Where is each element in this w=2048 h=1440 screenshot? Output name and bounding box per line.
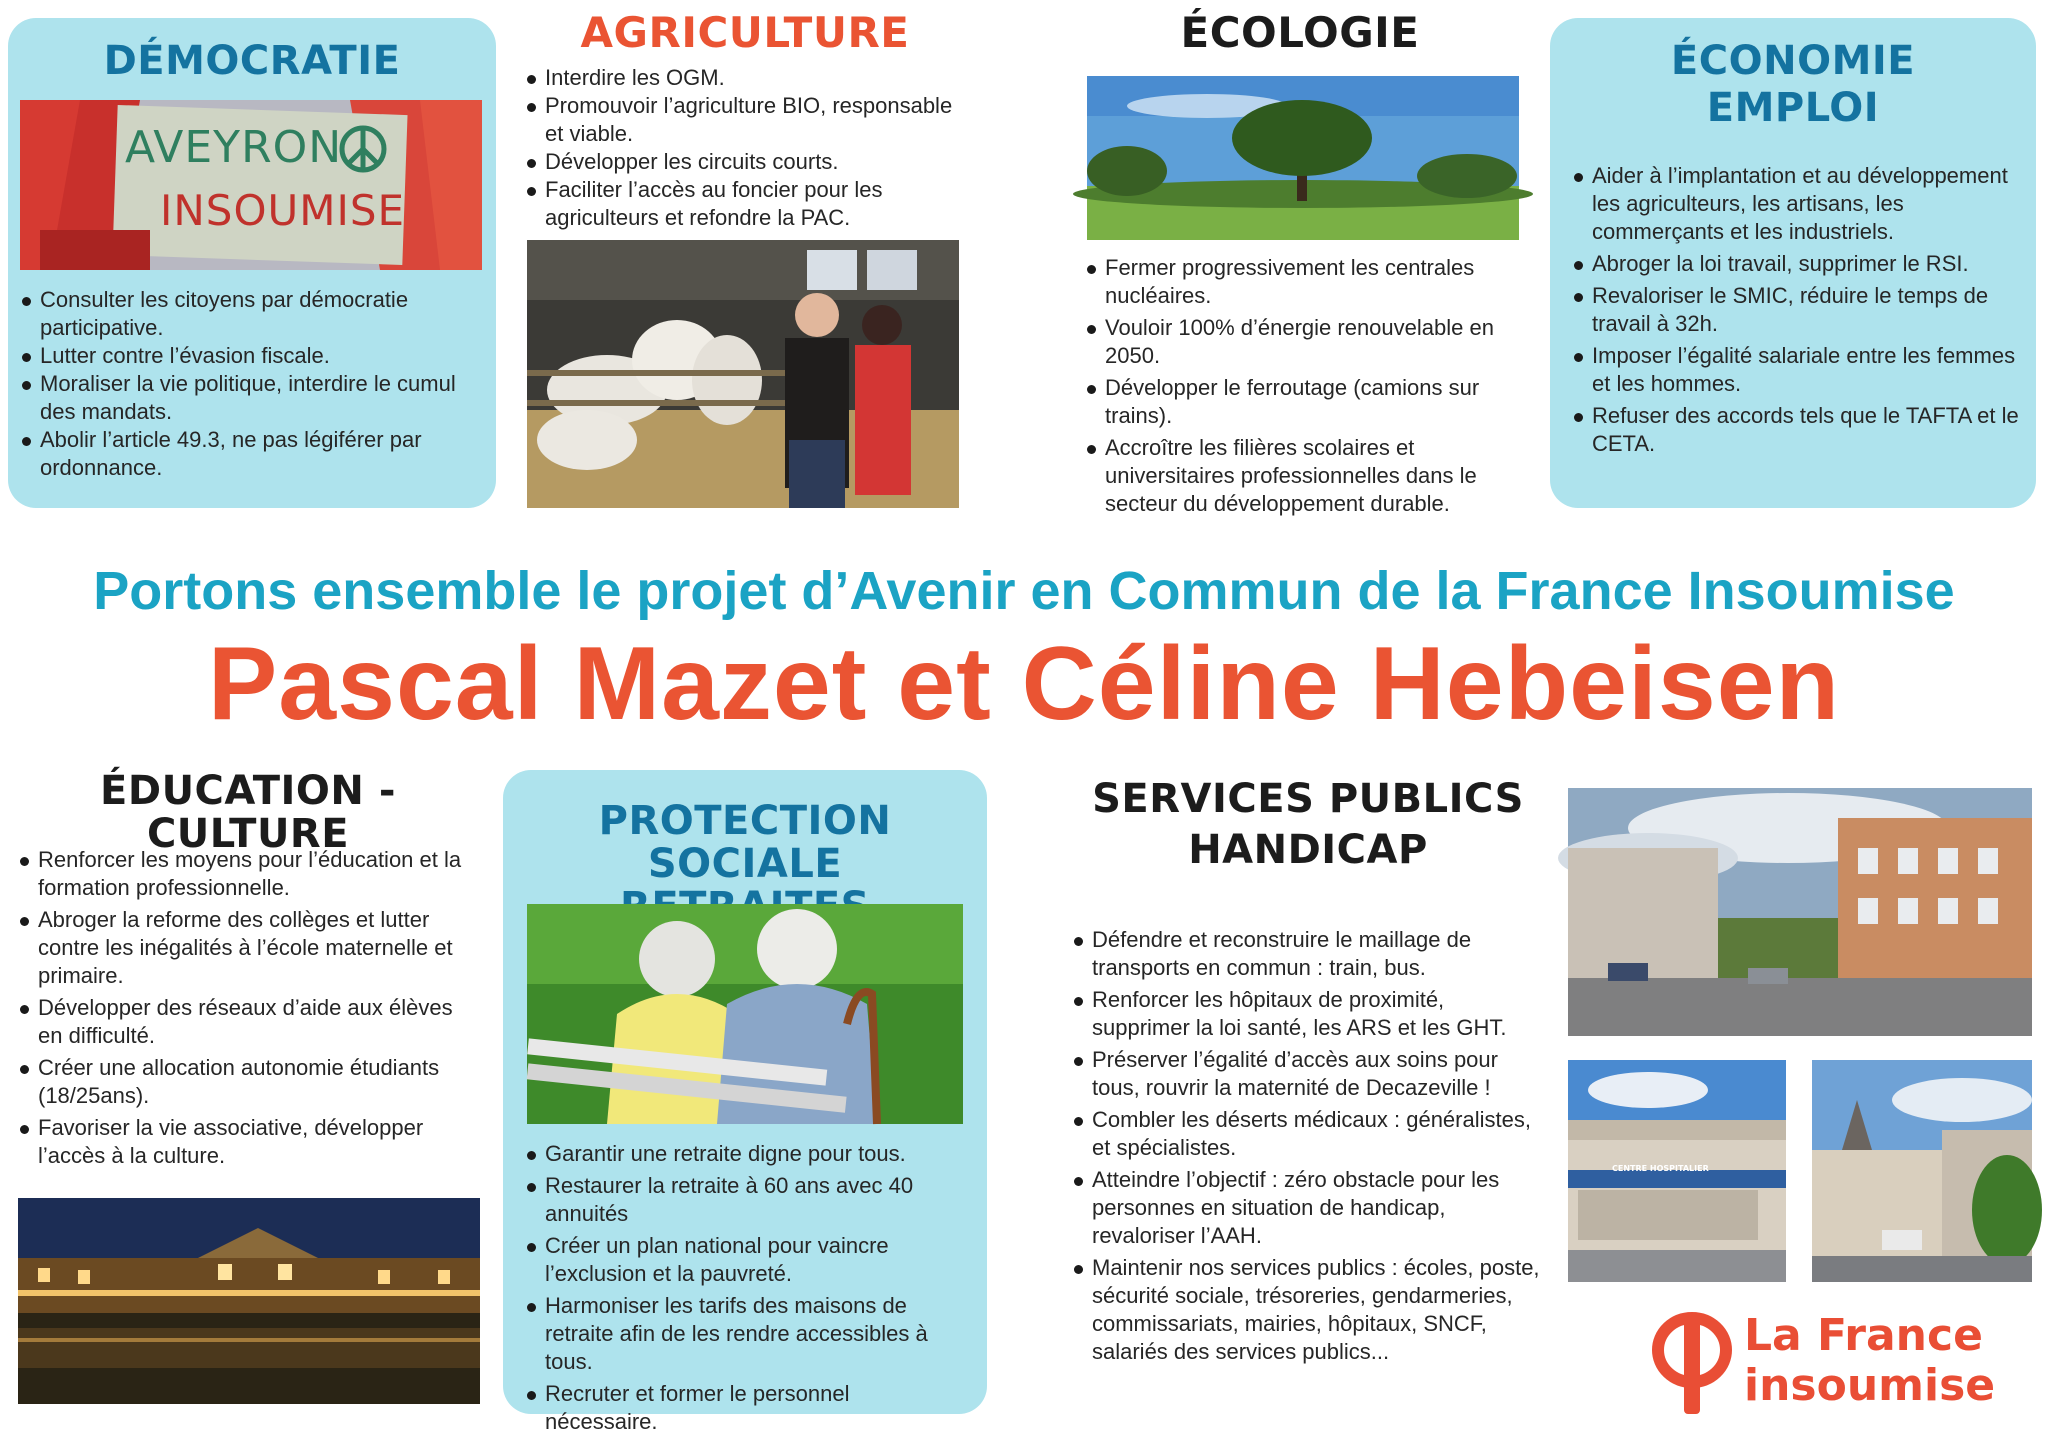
services-title [1068,778,1548,872]
list-item: Harmoniser les tarifs des maisons de retraite afin de les rendre accessibles à tous. [527,1292,967,1376]
lfi-logo [1652,1300,2036,1418]
ecologie-title: ÉCOLOGIE [1180,8,1420,57]
list-item: Fermer progressivement les centrales nucléaires. [1087,254,1507,310]
education-list [20,846,480,1174]
protection-list [527,1140,967,1440]
democratie-title: DÉMOCRATIE [103,38,401,84]
ecologie-list [1087,254,1507,518]
list-item: Restaurer la retraite à 60 ans avec 40 annuités [527,1172,967,1228]
list-item: Consulter les citoyens par démocratie participative. [22,286,462,342]
list-item: Faciliter l’accès au foncier pour les agriculteurs et refondre la PAC. [527,176,967,232]
phi-logo-icon [1652,1308,1732,1418]
protest-sign-photo [20,100,482,270]
list-item: Abroger la reforme des collèges et lutter contre les inégalités à l’école maternelle et primaire. [20,906,480,990]
protection-title-line1: PROTECTION SOCIALE [598,798,892,888]
list-item: Défendre et reconstruire le maillage de transports en commun : train, bus. [1074,926,1544,982]
hospital-entrance-photo [1568,1060,1786,1282]
list-item: Aider à l’implantation et au développement les agriculteurs, les artisans, les commerçants et les industriels. [1574,162,2022,246]
list-item: Développer les circuits courts. [527,148,967,176]
economie-list [1574,162,2022,462]
logo-line2: insoumise [1744,1360,1996,1411]
economie-panel [1550,18,2036,508]
list-item: Revaloriser le SMIC, réduire le temps de travail à 32h. [1574,282,2022,338]
services-title-line2: HANDICAP [1188,827,1428,874]
sign-text-line1: AVEYRON [125,122,343,173]
economie-title [1550,40,2036,130]
landscape-tree-photo [1087,76,1519,240]
list-item: Imposer l’égalité salariale entre les femmes et les hommes. [1574,342,2022,398]
list-item: Promouvoir l’agriculture BIO, responsable et viable. [527,92,967,148]
list-item: Créer une allocation autonomie étudiants (18/25ans). [20,1054,480,1110]
hospital-street-photo [1568,788,2032,1036]
services-panel [1068,770,1548,1410]
list-item: Créer un plan national pour vaincre l’exclusion et la pauvreté. [527,1232,967,1288]
agriculture-list [527,64,967,232]
list-item: Garantir une retraite digne pour tous. [527,1140,967,1168]
list-item: Abolir l’article 49.3, ne pas légiférer par ordonnance. [22,426,462,482]
protection-panel [503,770,987,1434]
agriculture-panel [515,0,975,520]
list-item: Abroger la loi travail, supprimer le RSI. [1574,250,2022,278]
list-item: Maintenir nos services publics : écoles, poste, sécurité sociale, trésoreries, gendarmeries, commissariats, mairies, hôpitaux, SNCF, salariés des services publics... [1074,1254,1544,1366]
list-item: Lutter contre l’évasion fiscale. [22,342,462,370]
logo-line1: La France [1744,1310,1983,1361]
list-item: Refuser des accords tels que le TAFTA et le CETA. [1574,402,2022,458]
list-item: Recruter et former le personnel nécessaire. [527,1380,967,1436]
list-item: Atteindre l’objectif : zéro obstacle pour les personnes en situation de handicap, revaloriser l’AAH. [1074,1166,1544,1250]
list-item: Renforcer les hôpitaux de proximité, supprimer la loi santé, les ARS et les GHT. [1074,986,1544,1042]
town-night-photo [18,1198,480,1404]
church-building-photo [1812,1060,2032,1282]
education-panel [8,770,488,1410]
democratie-panel [8,18,496,508]
goats-farm-photo [527,240,959,508]
list-item: Vouloir 100% d’énergie renouvelable en 2050. [1087,314,1507,370]
economie-title-line2: EMPLOI [1706,85,1880,132]
list-item: Favoriser la vie associative, développer l’accès à la culture. [20,1114,480,1170]
ecologie-panel [1075,0,1540,520]
economie-title-line1: ÉCONOMIE [1670,38,1916,84]
list-item: Développer des réseaux d’aide aux élèves en difficulté. [20,994,480,1050]
list-item: Accroître les filières scolaires et universitaires professionnelles dans le secteur du développement durable. [1087,434,1507,518]
agriculture-title: AGRICULTURE [580,8,910,57]
services-title-line1: SERVICES PUBLICS [1092,776,1524,822]
services-list [1074,926,1544,1370]
campaign-headline: Portons ensemble le projet d’Avenir en Commun de la France Insoumise [93,561,1955,621]
democratie-list [22,286,462,482]
sign-text-line2: INSOUMISE [160,186,406,235]
peace-icon [338,124,388,174]
hospital-sign-text: CENTRE HOSPITALIER [1612,1164,1709,1173]
seniors-bench-photo [527,904,963,1124]
list-item: Interdire les OGM. [527,64,967,92]
list-item: Développer le ferroutage (camions sur trains). [1087,374,1507,430]
list-item: Préserver l’égalité d’accès aux soins pour tous, rouvrir la maternité de Decazeville ! [1074,1046,1544,1102]
list-item: Renforcer les moyens pour l’éducation et la formation professionnelle. [20,846,480,902]
education-title: ÉDUCATION - CULTURE [100,768,396,858]
candidate-names: Pascal Mazet et Céline Hebeisen [207,626,1841,742]
list-item: Combler les déserts médicaux : généralistes, et spécialistes. [1074,1106,1544,1162]
list-item: Moraliser la vie politique, interdire le cumul des mandats. [22,370,462,426]
